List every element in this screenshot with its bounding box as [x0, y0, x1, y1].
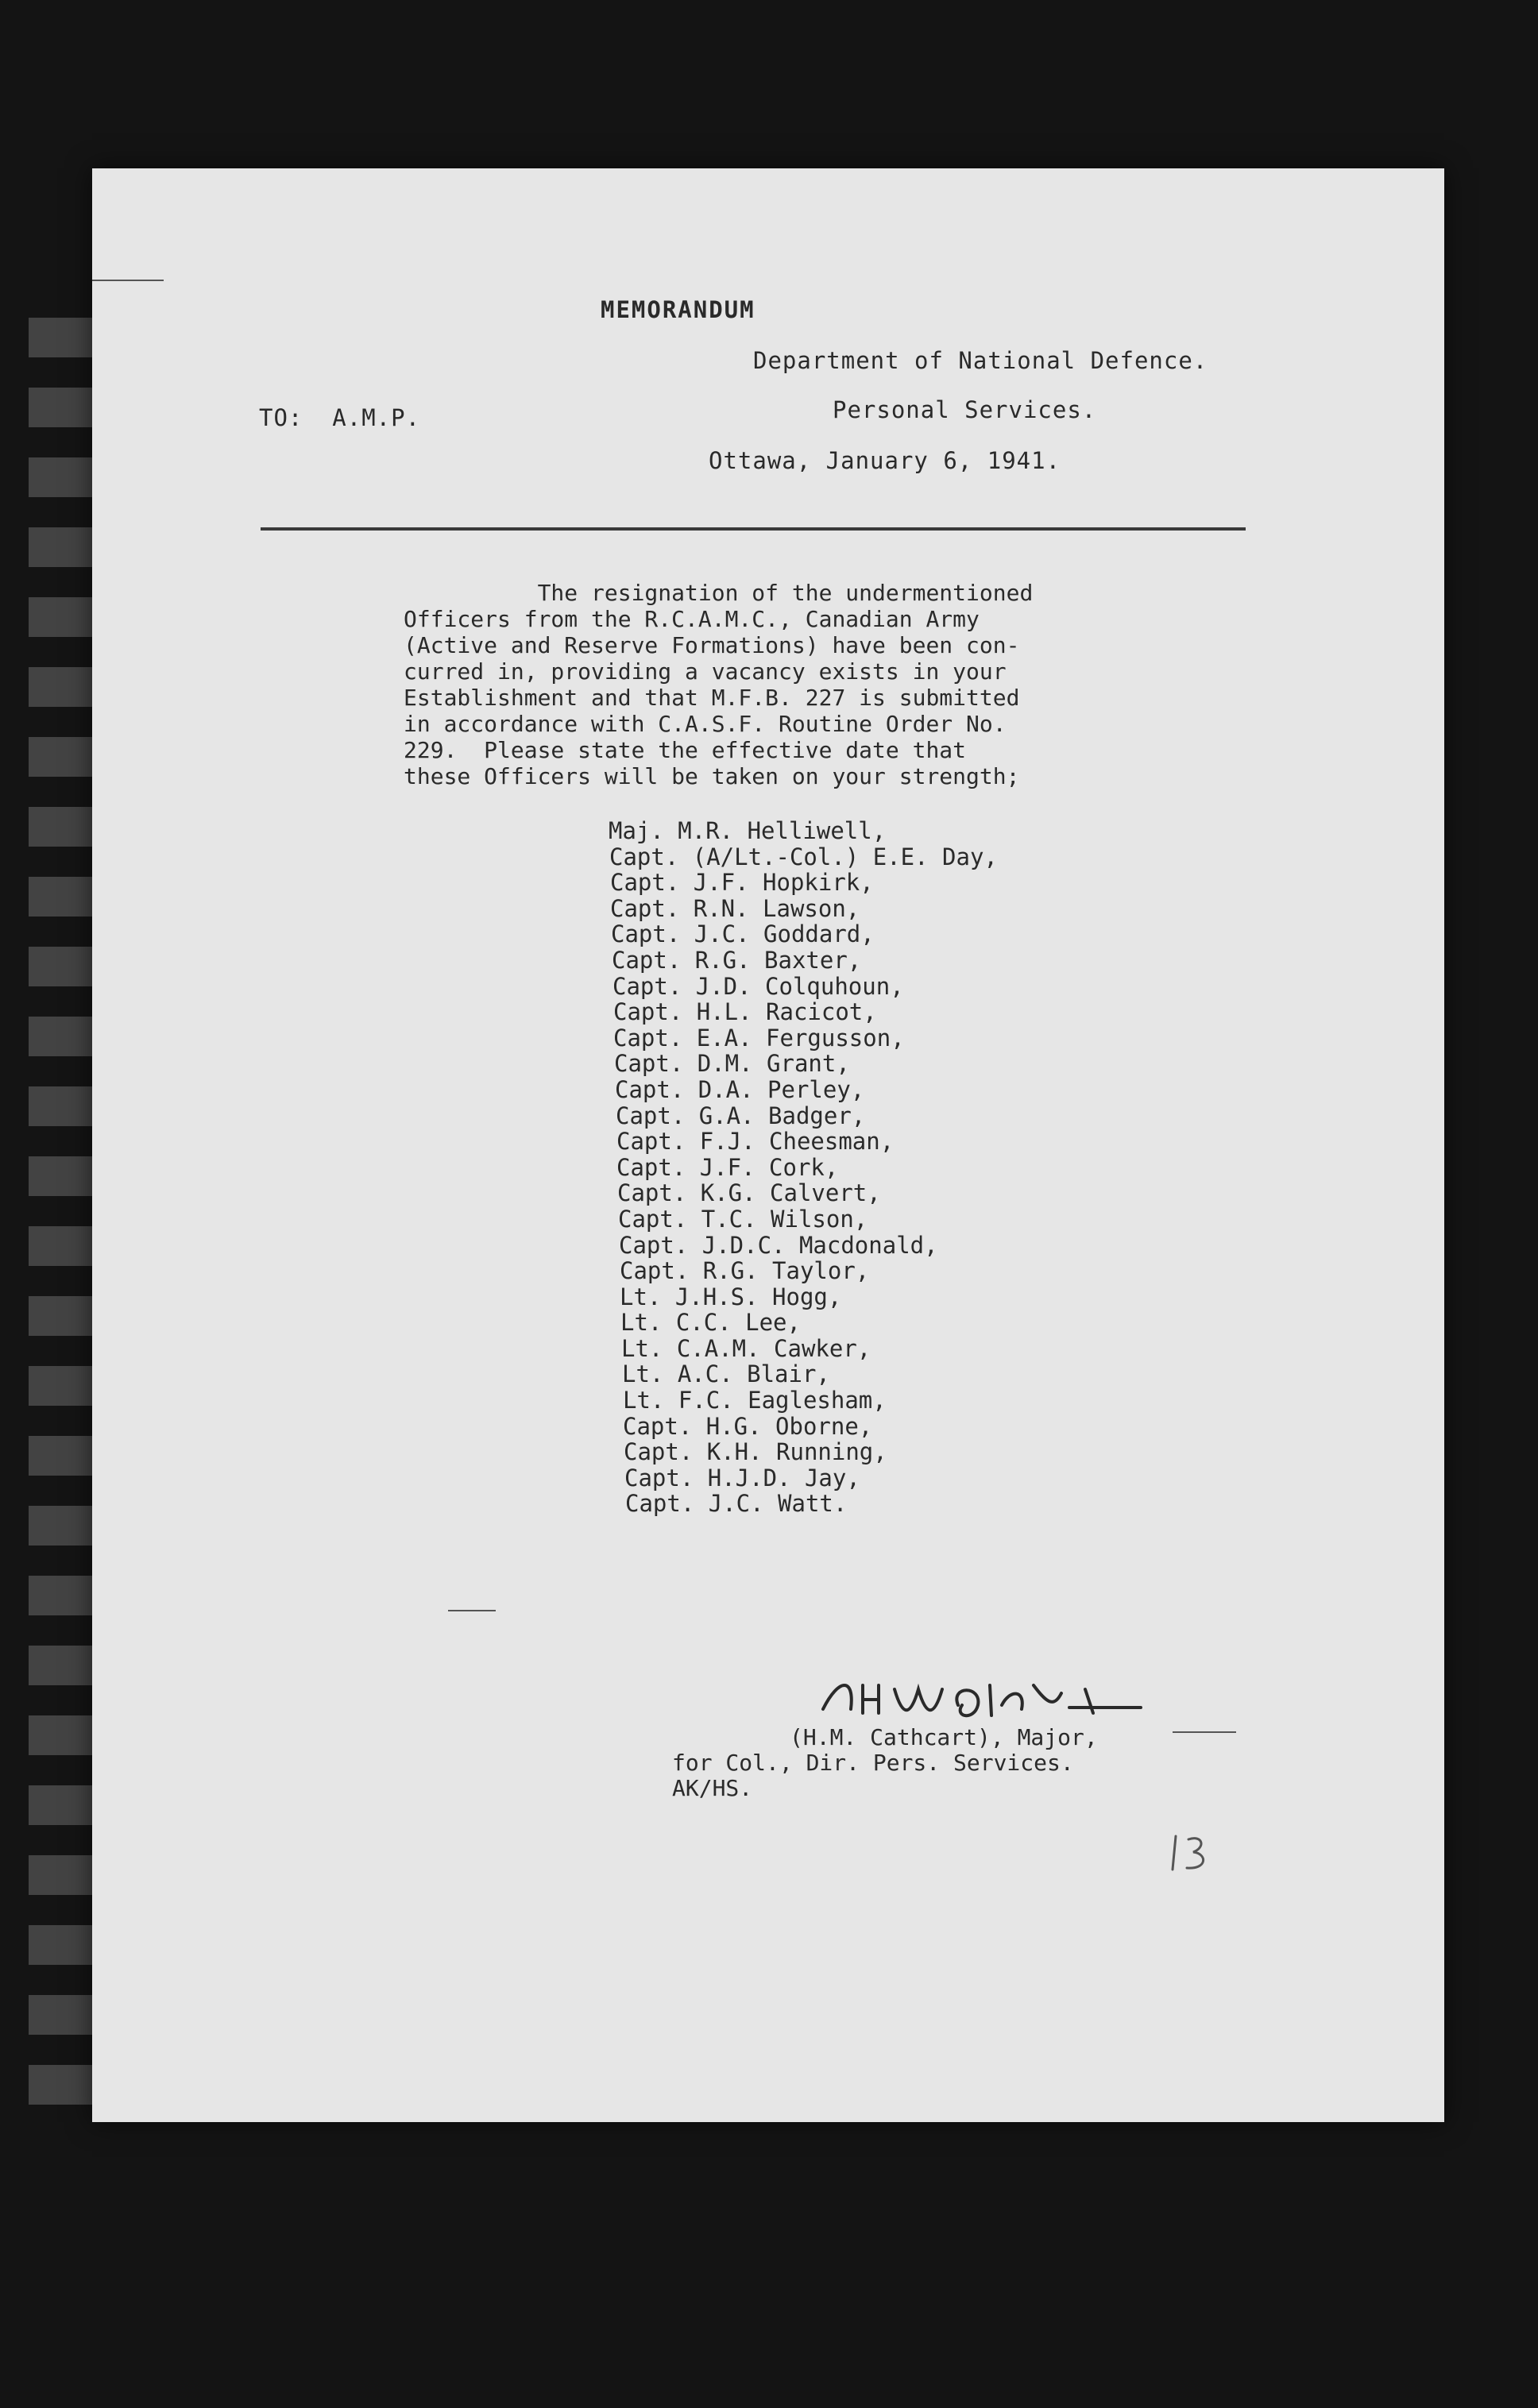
film-perforation	[29, 1785, 92, 1825]
officer-entry: Capt. J.F. Cork,	[616, 1153, 839, 1181]
memo-page	[92, 168, 1444, 2122]
officer-entry: Capt. F.J. Cheesman,	[616, 1128, 895, 1156]
officer-list	[609, 818, 998, 1517]
film-perforation	[29, 457, 92, 497]
film-perforation	[29, 807, 92, 847]
film-perforation	[29, 388, 92, 427]
officer-entry: Capt. K.G. Calvert,	[617, 1179, 881, 1207]
margin-mark	[448, 1610, 496, 1611]
body-line: 229. Please state the effective date that	[404, 737, 967, 763]
officer-entry: Capt. J.C. Goddard,	[611, 920, 875, 948]
officer-entry: Capt. K.H. Running,	[624, 1438, 887, 1466]
film-perforation	[29, 877, 92, 917]
page-number-mark	[1165, 1828, 1228, 1876]
film-perforation	[29, 737, 92, 777]
officer-entry: Capt. H.J.D. Jay,	[624, 1464, 860, 1491]
branch-line: Personal Services.	[833, 396, 1097, 423]
film-perforation	[29, 1296, 92, 1336]
film-perforation	[29, 318, 92, 357]
officer-entry: Capt. J.C. Watt.	[625, 1490, 848, 1518]
officer-entry: Capt. E.A. Fergusson,	[613, 1024, 905, 1052]
film-perforation	[29, 1995, 92, 2035]
handwritten-signature	[807, 1661, 1157, 1733]
film-perforation	[29, 2065, 92, 2105]
film-perforation	[29, 1506, 92, 1546]
officer-entry: Lt. C.A.M. Cawker,	[621, 1334, 871, 1362]
header-divider	[261, 527, 1246, 531]
officer-entry: Lt. F.C. Eaglesham,	[623, 1387, 887, 1414]
officer-entry: Capt. R.N. Lawson,	[610, 894, 860, 922]
film-perforation	[29, 1855, 92, 1895]
body-line: in accordance with C.A.S.F. Routine Order No.	[404, 711, 1007, 737]
reference-initials: AK/HS.	[672, 1775, 753, 1801]
body-line: Establishment and that M.F.B. 227 is submitted	[404, 685, 1020, 711]
body-line: The resignation of the undermentioned	[404, 580, 1034, 606]
officer-entry: Capt. G.A. Badger,	[616, 1102, 866, 1129]
signatory-name: (H.M. Cathcart), Major,	[790, 1724, 1098, 1750]
margin-mark	[92, 280, 164, 281]
film-perforation	[29, 597, 92, 637]
film-perforation	[29, 947, 92, 986]
body-line: curred in, providing a vacancy exists in your	[404, 658, 1007, 685]
memo-title: MEMORANDUM	[601, 296, 755, 323]
officer-entry: Maj. M.R. Helliwell,	[609, 817, 887, 844]
film-perforation	[29, 1156, 92, 1196]
officer-entry: Capt. J.D.C. Macdonald,	[619, 1231, 938, 1259]
film-perforation	[29, 1576, 92, 1615]
officer-entry: Lt. J.H.S. Hogg,	[620, 1283, 842, 1310]
officer-entry: Capt. R.G. Baxter,	[612, 946, 862, 974]
officer-entry: Capt. D.M. Grant,	[614, 1050, 850, 1078]
memo-body	[404, 580, 1198, 789]
body-line: (Active and Reserve Formations) have been con-	[404, 632, 1020, 658]
film-perforation	[29, 667, 92, 707]
officer-entry: Capt. H.L. Racicot,	[613, 998, 877, 1026]
margin-mark	[1173, 1731, 1236, 1733]
film-perforation	[29, 1086, 92, 1126]
department-line: Department of National Defence.	[753, 347, 1208, 374]
officer-entry: Capt. J.F. Hopkirk,	[610, 869, 874, 897]
film-perforation	[29, 527, 92, 567]
officer-entry: Capt. (A/Lt.-Col.) E.E. Day,	[609, 843, 998, 870]
date-line: Ottawa, January 6, 1941.	[709, 447, 1061, 474]
body-line: Officers from the R.C.A.M.C., Canadian Army	[404, 606, 980, 632]
officer-entry: Capt. J.D. Colquhoun,	[612, 972, 904, 1000]
film-perforation	[29, 1436, 92, 1476]
film-perforation	[29, 1017, 92, 1056]
officer-entry: Capt. R.G. Taylor,	[620, 1257, 870, 1285]
officer-entry: Lt. A.C. Blair,	[622, 1360, 830, 1388]
signatory-title: for Col., Dir. Pers. Services.	[672, 1750, 1074, 1776]
officer-entry: Capt. T.C. Wilson,	[618, 1205, 868, 1233]
officer-entry: Capt. D.A. Perley,	[615, 1075, 865, 1103]
body-line: these Officers will be taken on your strength;	[404, 763, 1020, 789]
film-perforation	[29, 1366, 92, 1406]
film-perforation	[29, 1646, 92, 1685]
film-perforation	[29, 1715, 92, 1755]
officer-entry: Capt. H.G. Oborne,	[623, 1412, 873, 1440]
recipient-line: TO: A.M.P.	[259, 404, 421, 431]
film-perforation	[29, 1925, 92, 1965]
officer-entry: Lt. C.C. Lee,	[620, 1309, 801, 1337]
film-strip	[29, 318, 92, 2144]
signature-block	[672, 1725, 1098, 1801]
film-perforation	[29, 1226, 92, 1266]
